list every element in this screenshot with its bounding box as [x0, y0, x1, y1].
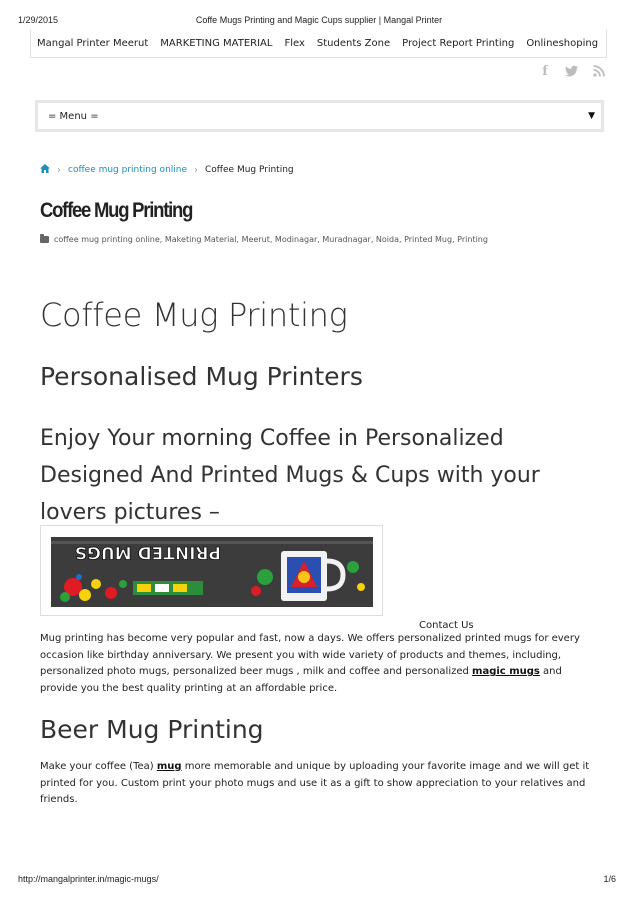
print-date: 1/29/2015 [18, 15, 59, 25]
content-heading-3: Enjoy Your morning Coffee in Personalized Designed And Printed Mugs & Cups with your lovers pictures – [40, 426, 540, 525]
social-links [538, 64, 606, 78]
categories-list[interactable]: coffee mug printing online, Maketing Material, Meerut, Modinagar, Muradnagar, Noida, Printed Mug, Printing [54, 235, 488, 244]
contact-us-link[interactable]: Contact Us [419, 620, 474, 631]
mug-link[interactable]: mug [156, 761, 182, 772]
post-title: Coffee Mug Printing [40, 199, 193, 222]
menu-dropdown[interactable] [35, 100, 604, 132]
intro-text-b: and provide you the best quality printing at an affordable price. [40, 666, 562, 694]
post-categories [40, 235, 488, 244]
nav-item-mangal-printer-meerut[interactable]: Mangal Printer Meerut [37, 38, 149, 49]
breadcrumb-separator-icon: › [194, 164, 199, 176]
folder-icon [40, 236, 49, 243]
rss-icon[interactable] [592, 64, 606, 78]
nav-item-students-zone[interactable]: Students Zone [316, 38, 391, 49]
print-title: Coffe Mugs Printing and Magic Cups supplier | Mangal Printer [195, 15, 443, 25]
chevron-down-icon: ▼ [588, 111, 595, 121]
menu-label: = Menu = [48, 110, 99, 122]
intro-text-a: Mug printing has become very popular and fast, now a days. We offers personalized printed mugs for every occasion like birthday anniversary. We present you with wide variety of products and themes, including, personalized photo mugs, personalized beer mugs , milk and coffee and personalized [40, 633, 580, 677]
breadcrumb-link[interactable]: coffee mug printing online [68, 165, 188, 175]
beer-paragraph [40, 759, 600, 809]
facebook-icon[interactable]: f [542, 63, 548, 79]
intro-paragraph [40, 631, 600, 697]
breadcrumb-current: Coffee Mug Printing [205, 165, 294, 175]
content-heading-1: Coffee Mug Printing [40, 296, 348, 334]
svg-text:PRINTED MUGS: PRINTED MUGS [74, 542, 221, 562]
nav-item-marketing-material[interactable]: MARKETING MATERIAL [160, 38, 273, 49]
nav-item-project-report-printing[interactable]: Project Report Printing [402, 38, 515, 49]
beer-text-b: more memorable and unique by uploading your favorite image and we will get it printed for you. Custom print your photo mugs and use it as a gift to show appreciation to your relatives and friends. [40, 761, 590, 805]
beer-mug-heading: Beer Mug Printing [40, 715, 264, 744]
printed-mugs-banner-image [51, 537, 373, 607]
beer-text-a: Make your coffee (Tea) [40, 761, 157, 772]
print-url: http://mangalprinter.in/magic-mugs/ [18, 874, 159, 884]
print-page-number: 1/6 [603, 874, 616, 884]
nav-item-flex[interactable]: Flex [284, 38, 305, 49]
twitter-icon[interactable] [565, 64, 579, 78]
magic-mugs-link[interactable]: magic mugs [472, 666, 540, 677]
nav-item-onlineshoping[interactable]: Onlineshoping [526, 38, 599, 49]
banner-image-frame [40, 525, 383, 616]
content-heading-2: Personalised Mug Printers [40, 362, 363, 391]
home-icon[interactable] [40, 164, 50, 176]
top-navigation [30, 30, 607, 58]
breadcrumb [40, 164, 294, 176]
breadcrumb-separator-icon: › [57, 164, 61, 176]
